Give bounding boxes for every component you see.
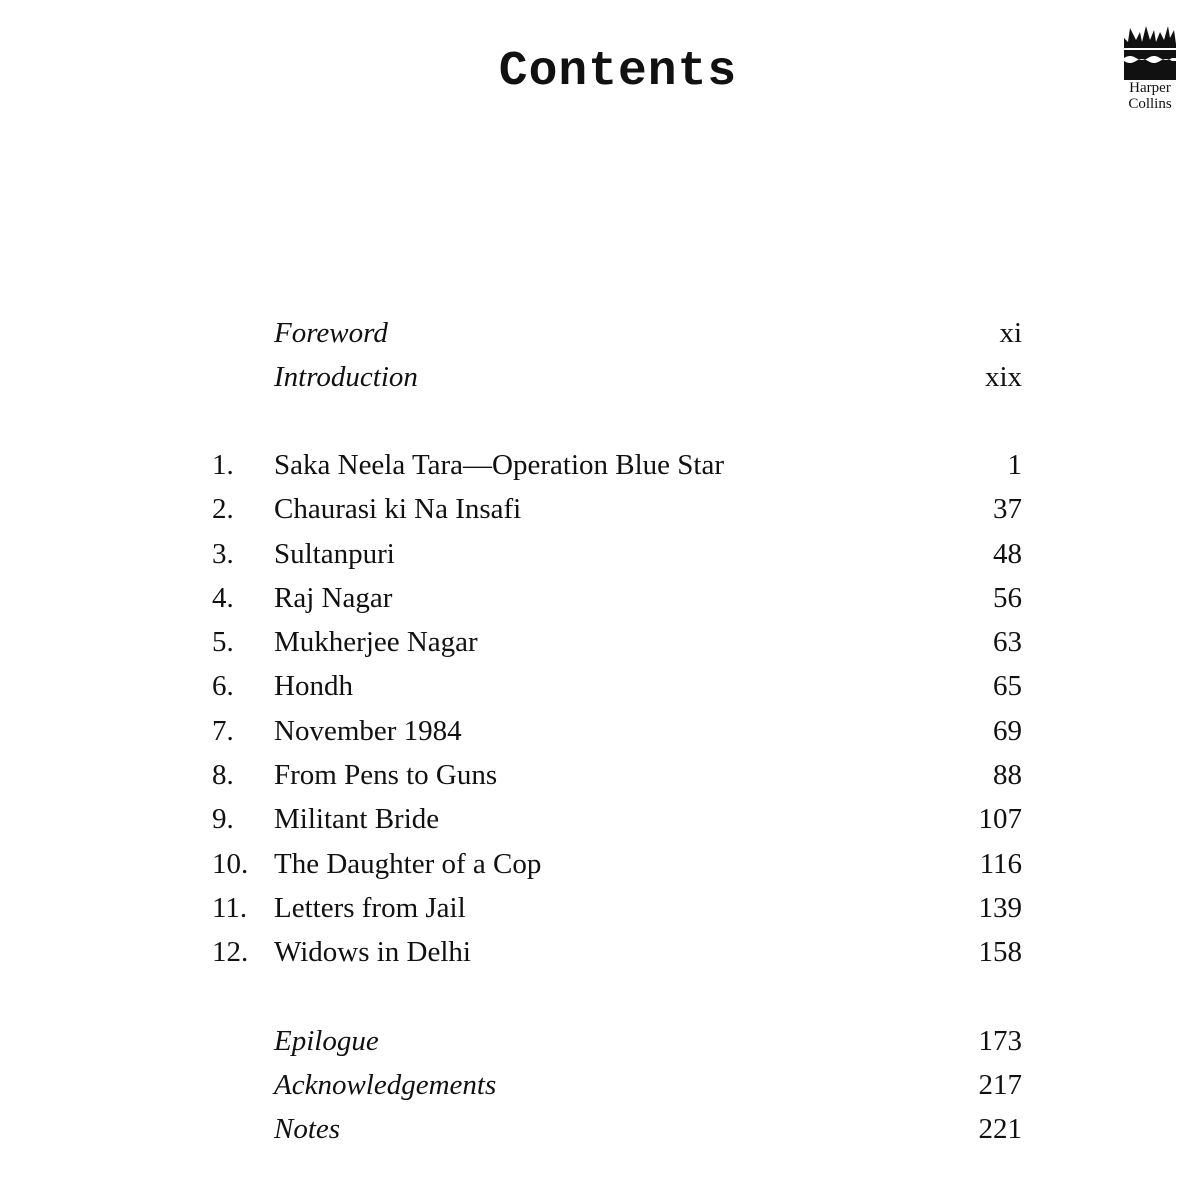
- toc-chapter-number: 7.: [212, 715, 234, 747]
- toc-page-number: 69: [993, 715, 1022, 747]
- toc-title: Foreword: [274, 317, 388, 349]
- toc-row-chapter-9[interactable]: [0, 797, 1200, 841]
- toc-page-number: 48: [993, 538, 1022, 570]
- toc-title: Sultanpuri: [274, 538, 395, 570]
- publisher-name-line2: Collins: [1128, 96, 1172, 112]
- toc-row-chapter-10[interactable]: [0, 842, 1200, 886]
- toc-title: Saka Neela Tara—Operation Blue Star: [274, 449, 724, 481]
- toc-title: November 1984: [274, 715, 462, 747]
- toc-title: Militant Bride: [274, 803, 440, 835]
- toc-page-number: 1: [1007, 449, 1022, 481]
- toc-row-notes[interactable]: [0, 1107, 1200, 1151]
- toc-row-epilogue[interactable]: [0, 1019, 1200, 1063]
- toc-title: The Daughter of a Cop: [274, 848, 542, 880]
- harpercollins-fire-water-icon: [1120, 24, 1180, 80]
- toc-chapter-number: 11.: [212, 892, 248, 924]
- toc-chapter-number: 2.: [212, 493, 234, 525]
- toc-chapter-number: 8.: [212, 759, 234, 791]
- toc-row-chapter-3[interactable]: [0, 532, 1200, 576]
- toc-chapter-number: 4.: [212, 582, 234, 614]
- toc-page-number: 107: [978, 803, 1022, 835]
- toc-page-number: 158: [978, 936, 1022, 968]
- page-title: Contents: [498, 45, 738, 99]
- toc-title: Epilogue: [274, 1025, 379, 1057]
- toc-page-number: xi: [999, 317, 1022, 349]
- toc-page-number: 63: [993, 626, 1022, 658]
- toc-page-number: 116: [979, 848, 1022, 880]
- publisher-name-line1: Harper: [1129, 80, 1171, 96]
- toc-row-chapter-1[interactable]: [0, 443, 1200, 487]
- toc-title: From Pens to Guns: [274, 759, 498, 791]
- toc-row-foreword[interactable]: [0, 311, 1200, 355]
- toc-row-chapter-5[interactable]: [0, 620, 1200, 664]
- toc-chapter-number: 12.: [212, 936, 249, 968]
- toc-row-chapter-4[interactable]: [0, 576, 1200, 620]
- toc-page-number: 139: [978, 892, 1022, 924]
- toc-page-number: 37: [993, 493, 1022, 525]
- toc-chapter-number: 9.: [212, 803, 234, 835]
- toc-title: Widows in Delhi: [274, 936, 471, 968]
- toc-page-number: 88: [993, 759, 1022, 791]
- toc-title: Mukherjee Nagar: [274, 626, 478, 658]
- publisher-logo: [1118, 24, 1182, 112]
- toc-row-chapter-7[interactable]: [0, 709, 1200, 753]
- toc-page-number: 173: [978, 1025, 1022, 1057]
- toc-title: Introduction: [274, 361, 418, 393]
- toc-chapter-number: 5.: [212, 626, 234, 658]
- toc-page-number: 217: [978, 1069, 1022, 1101]
- toc-row-chapter-12[interactable]: [0, 930, 1200, 974]
- toc-title: Hondh: [274, 670, 353, 702]
- toc-chapter-number: 3.: [212, 538, 234, 570]
- toc-title: Letters from Jail: [274, 892, 466, 924]
- toc-row-introduction[interactable]: [0, 355, 1200, 399]
- toc-title: Raj Nagar: [274, 582, 393, 614]
- toc-title: Notes: [274, 1113, 341, 1145]
- toc-row-chapter-11[interactable]: [0, 886, 1200, 930]
- toc-page-number: 65: [993, 670, 1022, 702]
- toc-row-chapter-6[interactable]: [0, 664, 1200, 708]
- toc-row-chapter-8[interactable]: [0, 753, 1200, 797]
- toc-row-chapter-2[interactable]: [0, 487, 1200, 531]
- toc-page-number: xix: [984, 361, 1022, 393]
- toc-chapter-number: 1.: [212, 449, 234, 481]
- toc-chapter-number: 10.: [212, 848, 249, 880]
- toc-title: Acknowledgements: [274, 1069, 497, 1101]
- toc-title: Chaurasi ki Na Insafi: [274, 493, 522, 525]
- toc-row-acknowledgements[interactable]: [0, 1063, 1200, 1107]
- toc-chapter-number: 6.: [212, 670, 234, 702]
- toc-page-number: 56: [993, 582, 1022, 614]
- toc-page-number: 221: [978, 1113, 1022, 1145]
